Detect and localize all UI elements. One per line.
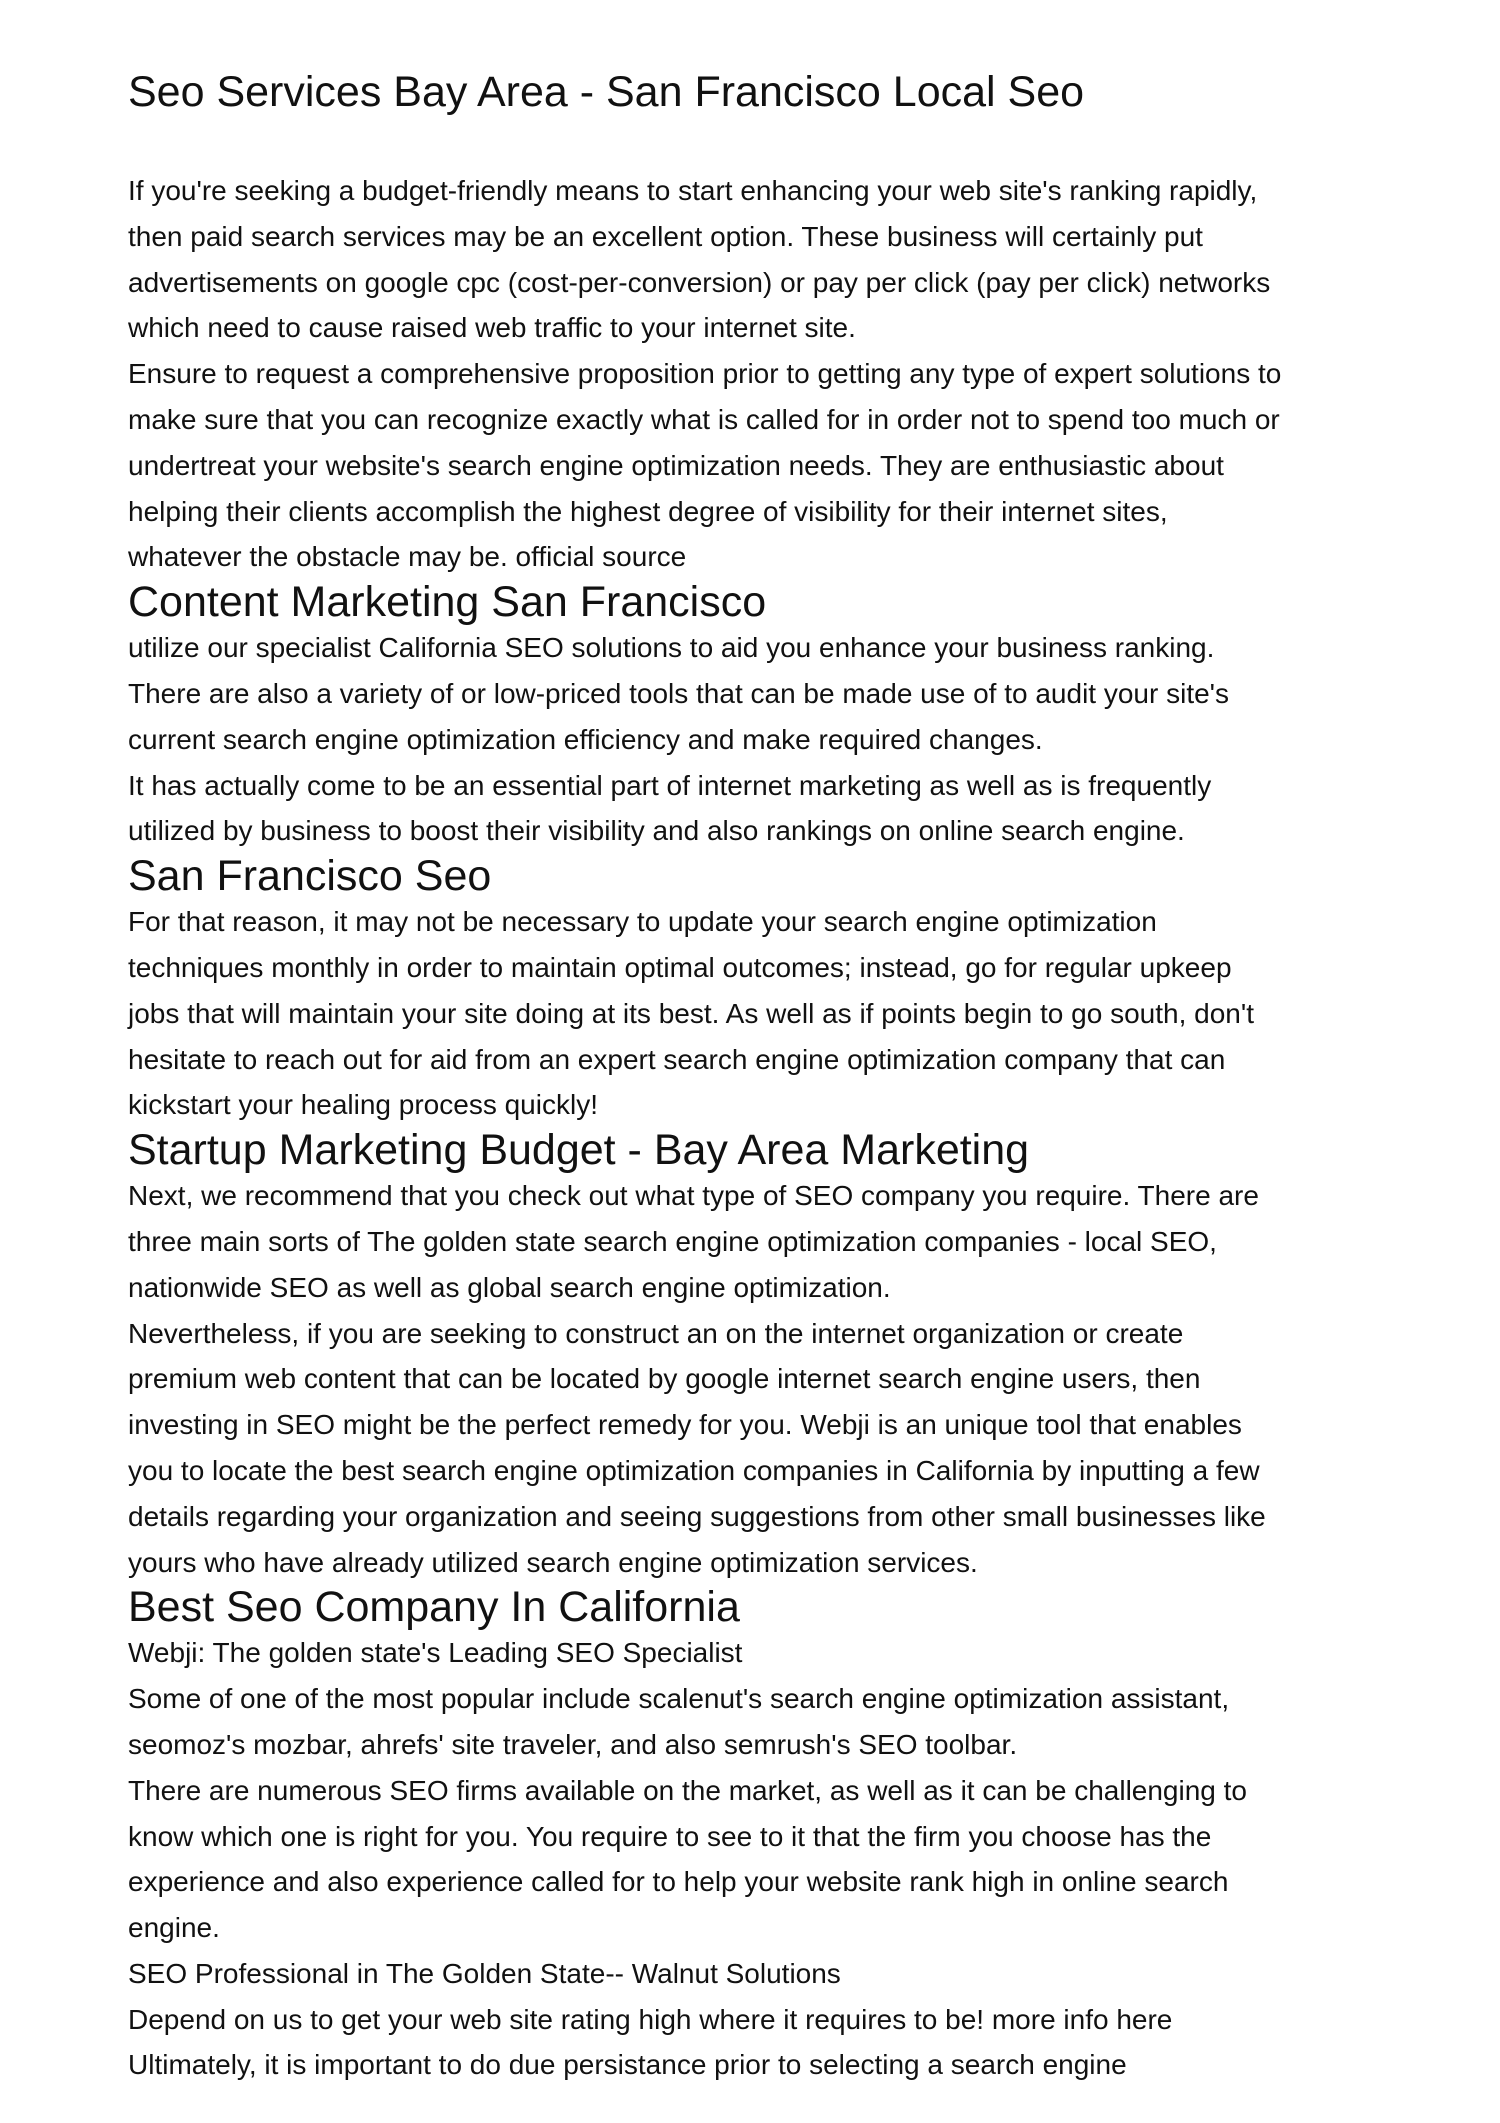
section-1-paragraph-1: utilize our specialist California SEO solutions to aid you enhance your business ranking. There are also a variety of or low-priced tools that can be made use of to audit your site's current search engine optimization efficiency and make required changes.	[128, 632, 1230, 755]
section-heading-san-francisco-seo: San Francisco Seo	[128, 852, 492, 901]
section-4-paragraph-3: There are numerous SEO firms available on the market, as well as it can be challenging to know which one is right for you. You require to see to it that the firm you choose has the experience and also experience called for to help your website rank high in online search engine.	[128, 1774, 1248, 1944]
section-4-paragraph-5: Depend on us to get your web site rating high where it requires to be! more info here	[128, 2003, 1173, 2035]
section-1-paragraph-2: It has actually come to be an essential part of internet marketing as well as is frequently utilized by business to boost their visibility and also rankings on online search engine.	[128, 769, 1212, 847]
section-4-paragraph-1: Webji: The golden state's Leading SEO Specialist	[128, 1637, 743, 1669]
section-2-paragraph-1: For that reason, it may not be necessary to update your search engine optimization techniques monthly in order to maintain optimal outcomes; instead, go for regular upkeep jobs that will maintain your site doing at its best. As well as if points begin to go south, don't hesitate to reach out for aid from an expert search engine optimization company that can kickstart your healing process quickly!	[128, 906, 1254, 1121]
intro-paragraph-1: If you're seeking a budget-friendly means to start enhancing your web site's ranking rapidly, then paid search services may be an excellent option. These business will certainly put advertisements on google cpc (cost-per-conversion) or pay per click (pay per click) networks which need to cause raised web traffic to your internet site.	[128, 175, 1271, 344]
intro-paragraph-2: Ensure to request a comprehensive proposition prior to getting any type of expert solutions to make sure that you can recognize exactly what is called for in order not to spend too much or undertreat your website's search engine optimization needs. They are enthusiastic about helping their clients accomplish the highest degree of visibility for their internet sites, whatever the obstacle may be. official source	[128, 358, 1282, 573]
section-heading-content-marketing: Content Marketing San Francisco	[128, 578, 767, 627]
section-3-paragraph-1: Next, we recommend that you check out what type of SEO company you require. There are three main sorts of The golden state search engine optimization companies - local SEO, nationwide SEO as well as global search engine optimization.	[128, 1180, 1259, 1303]
section-heading-startup-marketing: Startup Marketing Budget - Bay Area Marketing	[128, 1126, 1030, 1175]
document-page	[128, 62, 1388, 2088]
page-title: Seo Services Bay Area - San Francisco Local Seo	[128, 68, 1085, 116]
section-4-paragraph-2: Some of one of the most popular include scalenut's search engine optimization assistant, seomoz's mozbar, ahrefs' site traveler, and also semrush's SEO toolbar.	[128, 1683, 1230, 1760]
section-3-paragraph-2: Nevertheless, if you are seeking to construct an on the internet organization or create premium web content that can be located by google internet search engine users, then investing in SEO might be the perfect remedy for you. Webji is an unique tool that enables you to locate the best search engine optimization companies in California by inputting a few details regarding your organization and seeing suggestions from other small businesses like yours who have already utilized search engine optimization services.	[128, 1317, 1266, 1578]
section-4-paragraph-6: Ultimately, it is important to do due persistance prior to selecting a search engine	[128, 2049, 1127, 2081]
section-4-paragraph-4: SEO Professional in The Golden State-- Walnut Solutions	[128, 1957, 841, 1989]
section-heading-best-seo-company: Best Seo Company In California	[128, 1583, 740, 1632]
